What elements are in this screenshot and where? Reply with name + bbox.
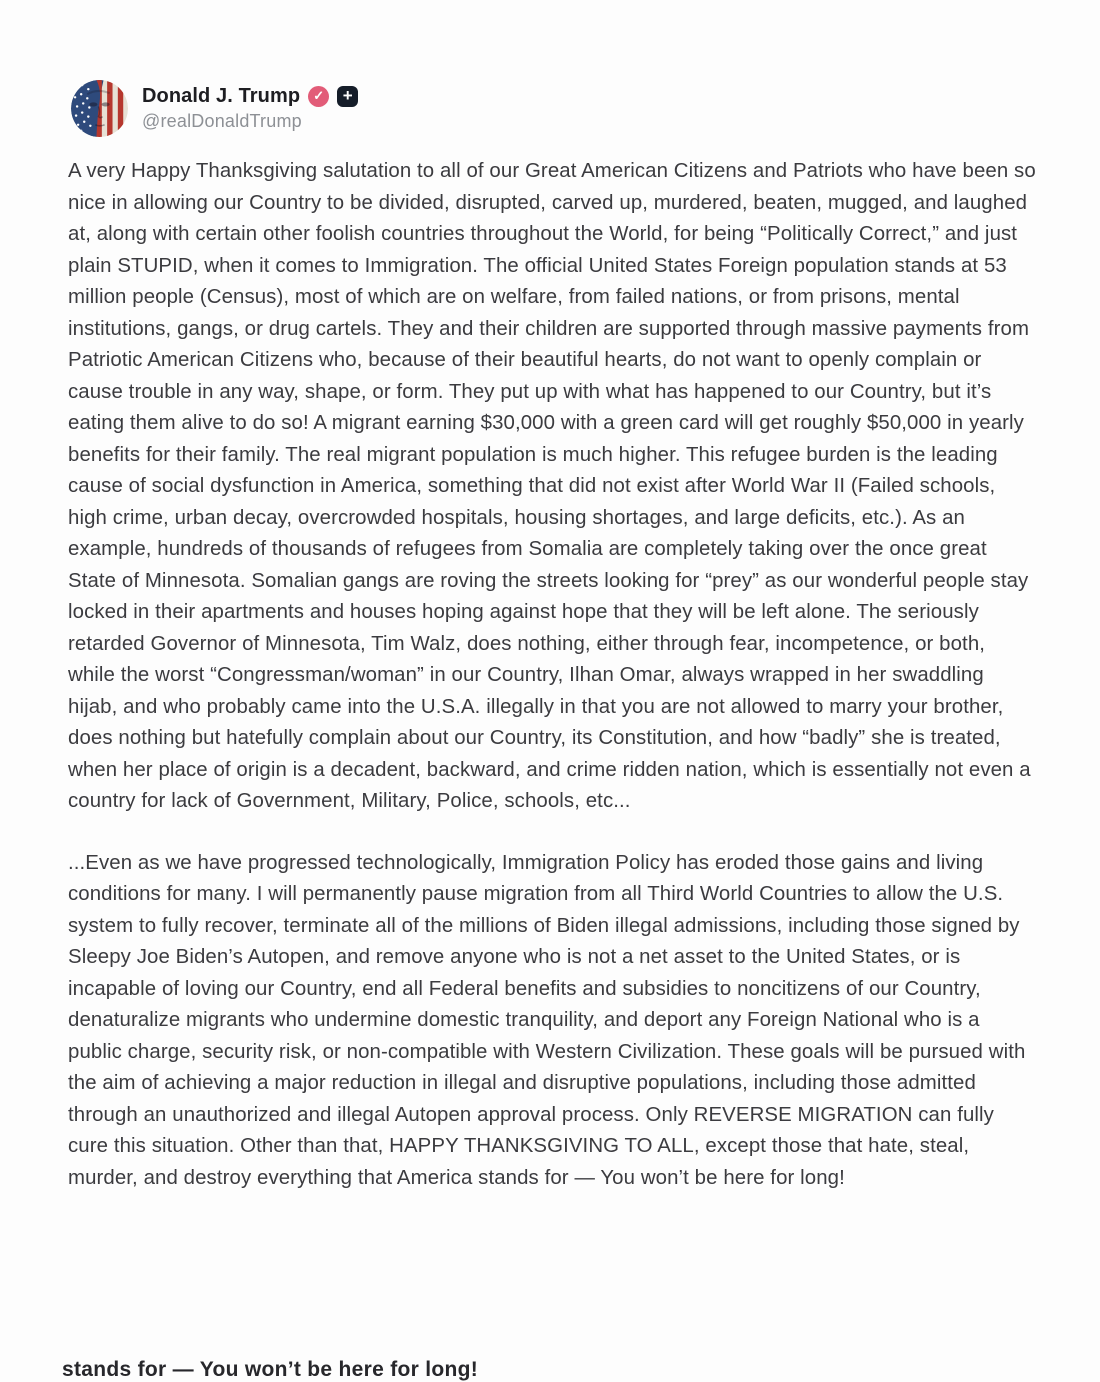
post-paragraph-2: ...Even as we have progressed technologically, Immigration Policy has eroded those gains and living conditions for many. I will permanently pause migration from all Third World Countries to allow the U.S. system to fully recover, terminate all of the millions of Biden illegal admissions, including those signed by Sleepy Joe Biden’s Autopen, and remove anyone who is not a net asset to the United States, or is incapable of loving our Country, end all Federal benefits and subsidies to noncitizens of our Country, denaturalize migrants who undermine domestic tranquility, and deport any Foreign National who is a public charge, security risk, or non-compatible with Western Civilization. These goals will be pursued with the aim of achieving a major reduction in illegal and disruptive populations, including those admitted through an unauthorized and illegal Autopen approval process. Only REVERSE MIGRATION can fully cure this situation. Other than that, HAPPY THANKSGIVING TO ALL, except those that hate, steal, murder, and destroy everything that America stands for — You won’t be here for long!	[68, 848, 1036, 1195]
flag-face-avatar-image	[71, 80, 128, 137]
post-paragraph-1: A very Happy Thanksgiving salutation to all of our Great American Citizens and Patriots who have been so nice in allowing our Country to be divided, disrupted, carved up, murdered, beaten, mugged, and laughed at, along with certain other foolish countries throughout the World, for being “Politically Correct,” and just plain STUPID, when it comes to Immigration. The official United States Foreign population stands at 53 million people (Census), most of which are on welfare, from failed nations, or from prisons, mental institutions, gangs, or drug cartels. They and their children are supported through massive payments from Patriotic American Citizens who, because of their beautiful hearts, do not want to openly complain or cause trouble in any way, shape, or form. They put up with what has happened to our Country, but it’s eating them alive to do so! A migrant earning $30,000 with a green card will get roughly $50,000 in yearly benefits for their family. The real migrant population is much higher. This refugee burden is the leading cause of social dysfunction in America, something that did not exist after World War II (Failed schools, high crime, urban decay, overcrowded hospitals, housing shortages, and large deficits, etc.). As an example, hundreds of thousands of refugees from Somalia are completely taking over the once great State of Minnesota. Somalian gangs are roving the streets looking for “prey” as our wonderful people stay locked in their apartments and houses hoping against hope that they will be left alone. The seriously retarded Governor of Minnesota, Tim Walz, does nothing, either through fear, incompetence, or both, while the worst “Congressman/woman” in our Country, Ilhan Omar, always wrapped in her swaddling hijab, and who probably came into the U.S.A. illegally in that you are not allowed to marry your brother, does nothing but hatefully complain about our Country, its Constitution, and how “badly” she is treated, when her place of origin is a decadent, backward, and crime ridden nation, which is essentially not even a country for lack of Government, Military, Police, schools, etc...	[68, 156, 1036, 818]
author-name[interactable]: Donald J. Trump	[142, 85, 300, 108]
author-name-row	[142, 85, 358, 108]
plus-glyph: +	[343, 86, 353, 106]
verified-check-glyph: ✓	[313, 88, 324, 104]
author-identity	[142, 85, 358, 132]
author-handle[interactable]: @realDonaldTrump	[142, 111, 358, 132]
avatar[interactable]	[71, 80, 128, 137]
verified-badge-icon	[308, 86, 329, 107]
cutoff-repeated-line: stands for — You won’t be here for long!	[62, 1358, 478, 1382]
plus-badge-icon	[337, 86, 358, 107]
post-header	[71, 80, 358, 137]
post-body	[68, 156, 1036, 1194]
